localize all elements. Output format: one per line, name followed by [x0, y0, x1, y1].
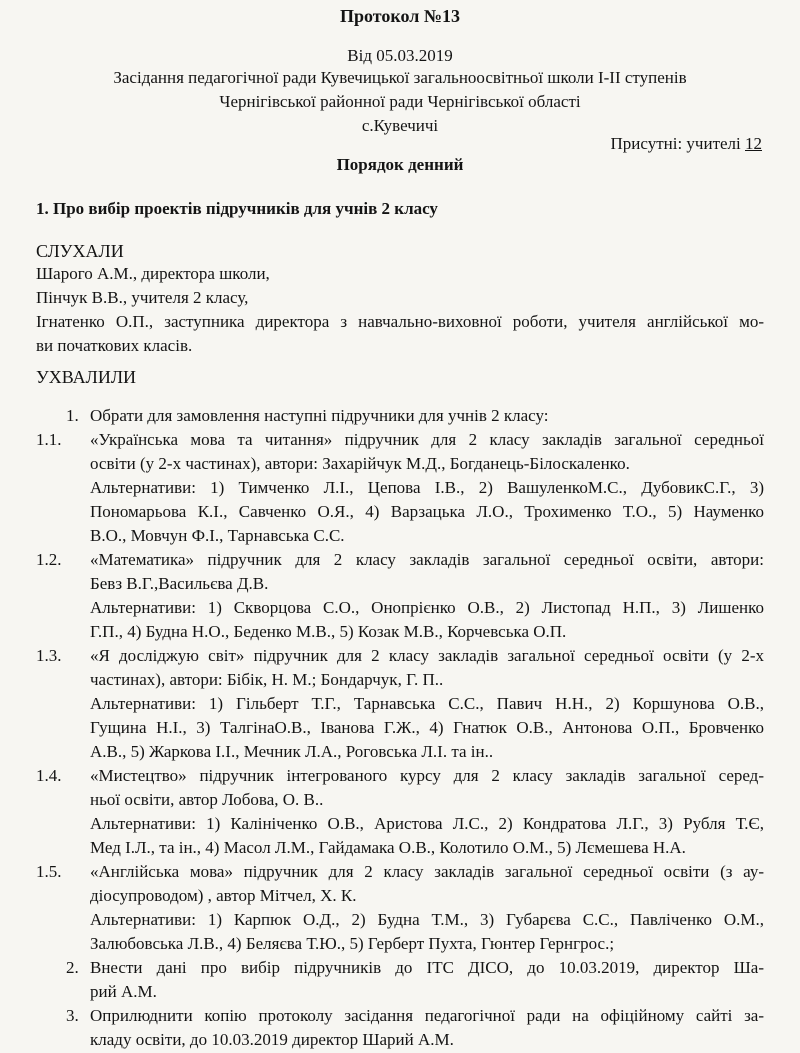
decision-item	[36, 956, 764, 1004]
decision-number: 3.	[66, 1006, 79, 1025]
decision-line: рий А.М.	[90, 982, 157, 1001]
alternatives-line: В.О., Мовчун Ф.І., Тарнавська С.С.	[90, 526, 345, 545]
heard-line: Шарого А.М., директора школи,	[36, 264, 270, 283]
decision-line: Обрати для замовлення наступні підручники для учнів 2 класу:	[90, 406, 549, 425]
decision-line: «Англійська мова» підручник для 2 класу закладів загальної середньої освіти (з ау-	[90, 862, 764, 881]
decisions-list	[36, 404, 764, 1052]
decision-number: 1.2.	[36, 550, 62, 569]
document-date: Від 05.03.2019	[347, 46, 453, 65]
alternatives-line: Залюбовська Л.В., 4) Беляєва Т.Ю., 5) Герберт Пухта, Гюнтер Гернгрос.;	[90, 934, 615, 953]
decision-number: 1.4.	[36, 766, 62, 785]
decision-number: 1.1.	[36, 430, 62, 449]
decision-line: Внести дані про вибір підручників до ІТС ДІСО, до 10.03.2019, директор Ша-	[90, 958, 764, 977]
heard-line: ви початкових класів.	[36, 336, 193, 355]
attendance-count: 12	[745, 134, 762, 153]
meeting-line: Чернігівської районної ради Чернігівської області	[219, 92, 581, 111]
alternatives-line: Г.П., 4) Будна Н.О., Беденко М.В., 5) Козак М.В., Корчевська О.П.	[90, 622, 567, 641]
alternatives-line: Альтернативи: 1) Гільберт Т.Г., Тарнавська С.С., Павич Н.Н., 2) Коршунова О.В.,	[90, 694, 764, 713]
heard-line: Пінчук В.В., учителя 2 класу,	[36, 288, 249, 307]
document-title: Протокол №13	[340, 6, 460, 26]
alternatives-line: А.В., 5) Жаркова І.І., Мечник Л.А., Роговська Л.І. та ін..	[90, 742, 494, 761]
meeting-heading	[0, 66, 800, 138]
decision-line: «Українська мова та читання» підручник для 2 класу закладів загальної середньої	[90, 430, 764, 449]
alternatives-line: Альтернативи: 1) Тимченко Л.І., Цепова І.В., 2) ВашуленкоМ.С., ДубовикС.Г., 3)	[90, 478, 764, 497]
decision-line: частинах), автори: Бібік, Н. М.; Бондарчук, Г. П..	[90, 670, 444, 689]
decision-line: Бевз В.Г.,Васильєва Д.В.	[90, 574, 269, 593]
heard-list	[36, 262, 764, 358]
alternatives-line: Мед І.Л., та ін., 4) Масол Л.М., Гайдамака О.В., Колотило О.М., 5) Лємешева Н.А.	[90, 838, 686, 857]
decision-number: 1.3.	[36, 646, 62, 665]
decided-heading: УХВАЛИЛИ	[36, 367, 137, 387]
decision-line: кладу освіти, до 10.03.2019 директор Шарий А.М.	[90, 1030, 454, 1049]
alternatives-line: Альтернативи: 1) Калініченко О.В., Аристова Л.С., 2) Кондратова Л.Г., 3) Рубля Т.Є,	[90, 814, 764, 833]
decision-item	[36, 404, 764, 428]
decision-line: Оприлюднити копію протоколу засідання педагогічної ради на офіційному сайті за-	[90, 1006, 764, 1025]
decision-line: діосупроводом) , автор Мітчел, Х. К.	[90, 886, 357, 905]
decision-line: «Я досліджую світ» підручник для 2 класу закладів загальної середньої освіти (у 2-х	[90, 646, 764, 665]
decision-item	[36, 1004, 764, 1052]
alternatives-line: Альтернативи: 1) Скворцова С.О., Онопрієнко О.В., 2) Листопад Н.П., 3) Лишенко	[90, 598, 764, 617]
agenda-item: 1. Про вибір проектів підручників для учнів 2 класу	[36, 199, 438, 218]
decision-number: 1.5.	[36, 862, 62, 881]
decision-number: 1.	[66, 406, 79, 425]
decision-line: «Мистецтво» підручник інтегрованого курсу для 2 класу закладів загальної серед-	[90, 766, 764, 785]
alternatives-line: Гущина Н.І., 3) ТалгінаО.В., Іванова Г.Ж., 4) Гнатюк О.В., Антонова О.П., Бровченко	[90, 718, 764, 737]
alternatives-line: Пономарьова К.І., Савченко О.Я., 4) Варзацька Л.О., Трохименко Т.О., 5) Науменко	[90, 502, 764, 521]
meeting-line: с.Кувечичі	[361, 116, 439, 135]
heard-line: Ігнатенко О.П., заступника директора з навчально-виховної роботи, учителя англійської мо-	[36, 312, 764, 331]
decision-item	[36, 644, 764, 764]
decision-line: ньої освіти, автор Лобова, О. В..	[90, 790, 324, 809]
alternatives-line: Альтернативи: 1) Карпюк О.Д., 2) Будна Т.М., 3) Губарєва С.С., Павліченко О.М.,	[90, 910, 764, 929]
decision-line: освіти (у 2-х частинах), автори: Захарійчук М.Д., Богданець-Білоскаленко.	[90, 454, 630, 473]
decision-item	[36, 428, 764, 548]
meeting-line: Засідання педагогічної ради Кувечицької загальноосвітньої школи І-ІІ ступенів	[113, 68, 687, 87]
agenda-title: Порядок денний	[336, 155, 464, 174]
decision-item	[36, 860, 764, 956]
decision-line: «Математика» підручник для 2 класу закладів загальної середньої освіти, автори:	[90, 550, 764, 569]
heard-heading: СЛУХАЛИ	[36, 241, 124, 261]
decision-item	[36, 764, 764, 860]
decision-number: 2.	[66, 958, 79, 977]
attendance-label: Присутні: учителі	[610, 134, 741, 153]
decision-item	[36, 548, 764, 644]
